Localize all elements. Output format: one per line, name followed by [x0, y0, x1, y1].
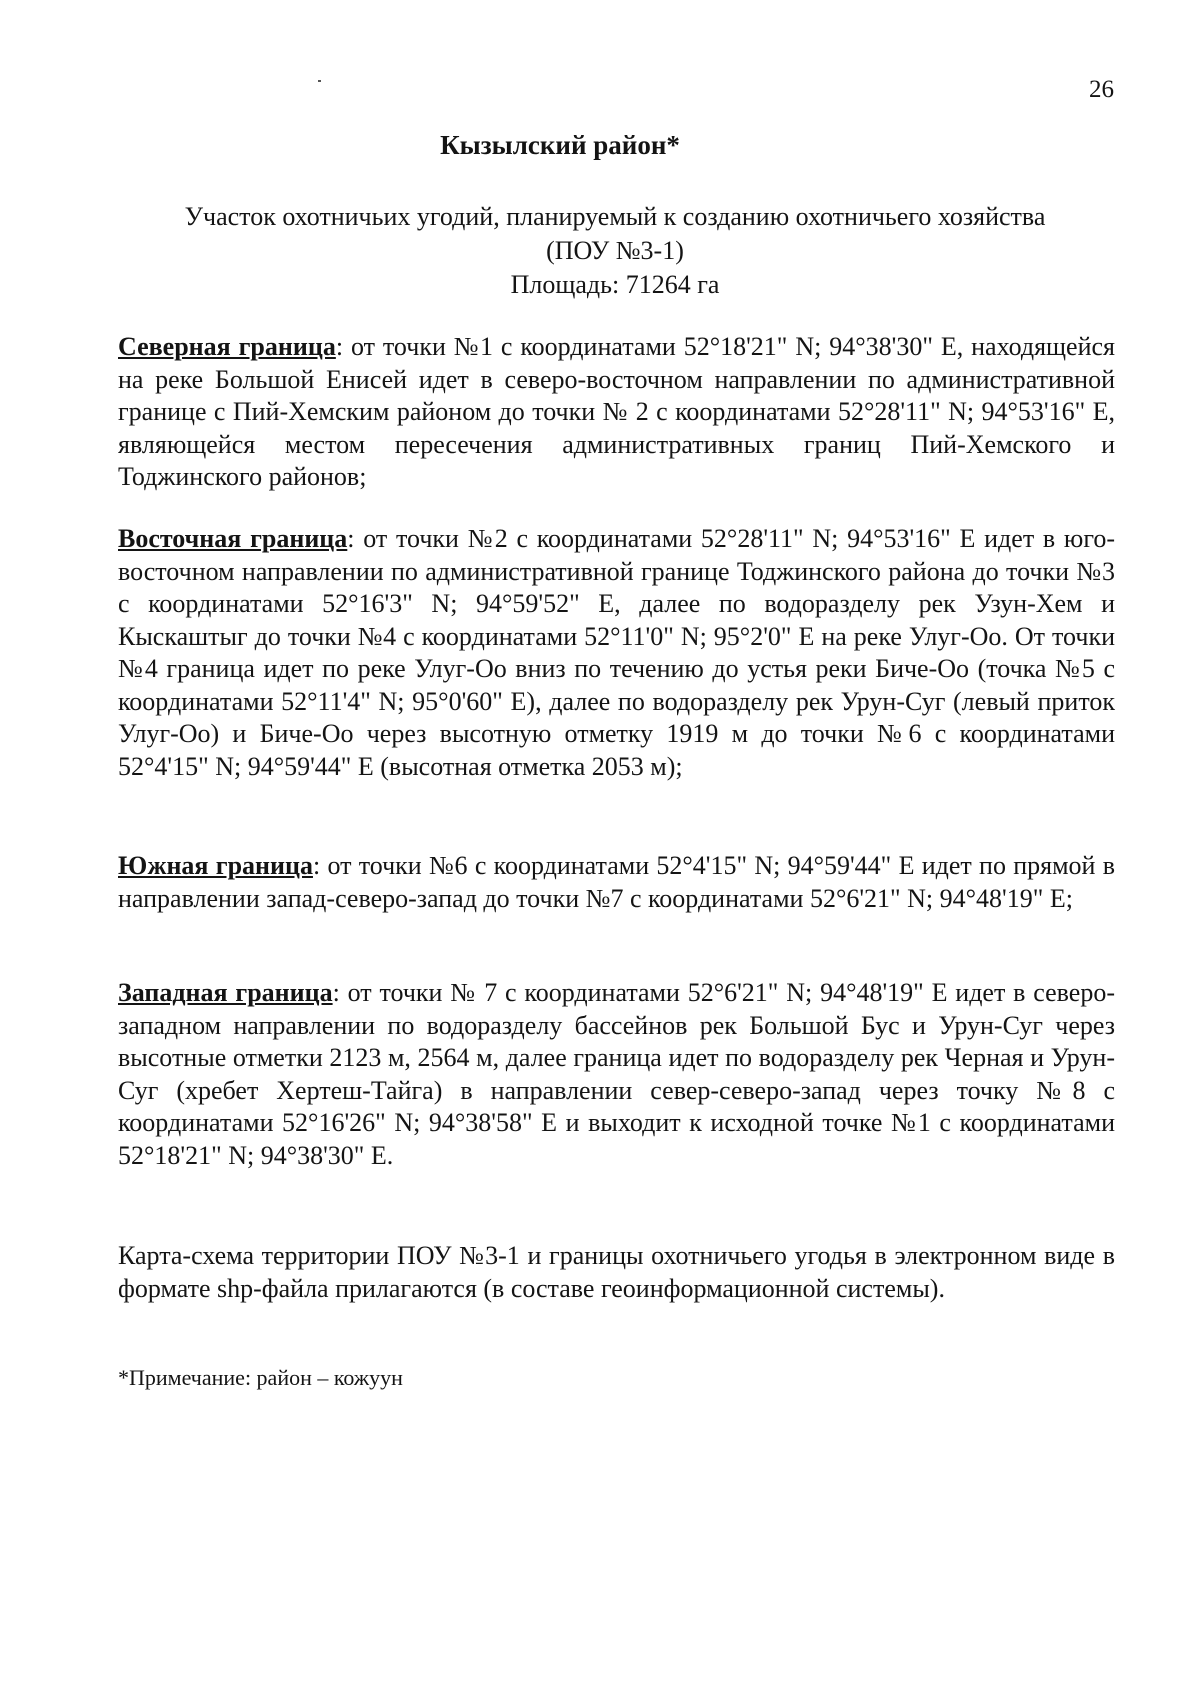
north-boundary-text: : от точки №1 с координатами 52°18'21" N; 94°38'30" E, находящейся на реке Большой Енисей идет в северо-восточном направлении по административной границе с Пий-Хемским районом до точки № 2 с координатами 52°28'11" N; 94°53'16" E, являющейся местом пересечения административных границ Пий-Хемского и Тоджинского районов; [118, 332, 1115, 491]
east-boundary-text: : от точки №2 с координатами 52°28'11" N; 94°53'16" E идет в юго-восточном направлении по административной границе Тоджинского района до точки №3 с координатами 52°16'3" N; 94°59'52" E, далее по водоразделу рек Узун-Хем и Кыскаштыг до точки №4 с координатами 52°11'0" N; 95°2'0" E на реке Улуг-Оо. От точки №4 граница идет по реке Улуг-Оо вниз по течению до устья реки Биче-Оо (точка №5 с координатами 52°11'4" N; 95°0'60" E), далее по водоразделу рек Урун-Суг (левый приток Улуг-Оо) и Биче-Оо через высотную отметку 1919 м до точки №6 с координатами 52°4'15" N; 94°59'44" E (высотная отметка 2053 м); [118, 524, 1116, 781]
west-boundary-heading: Западная граница [118, 978, 333, 1007]
west-boundary-text: : от точки № 7 с координатами 52°6'21" N; 94°48'19" E идет в северо-западном направлении по водоразделу бассейнов рек Большой Бус и Урун-Суг через высотные отметки 2123 м, 2564 м, далее граница идет по водоразделу рек Черная и Урун-Суг (хребет Хертеш-Тайга) в направлении север-северо-запад через точку №8 с координатами 52°16'26" N; 94°38'58" E и выходит к исходной точке №1 с координатами 52°18'21" N; 94°38'30" E. [118, 978, 1115, 1170]
document-subtitle [110, 200, 1120, 302]
page-number: 26 [1089, 76, 1114, 103]
east-boundary-heading: Восточная граница [118, 524, 348, 553]
subtitle-line-2: (ПОУ №3-1) [546, 236, 684, 265]
south-boundary-heading: Южная граница [118, 851, 313, 880]
subtitle-line-1: Участок охотничьих угодий, планируемый к созданию охотничьего хозяйства [184, 202, 1046, 231]
north-boundary-heading: Северная граница [118, 332, 336, 361]
south-boundary-text: : от точки №6 с координатами 52°4'15" N; 94°59'44" E идет по прямой в направлении запад-северо-запад до точки №7 с координатами 52°6'21" N; 94°48'19" E; [118, 851, 1115, 913]
north-boundary-paragraph [118, 331, 1115, 494]
subtitle-line-3: Площадь: 71264 га [510, 270, 720, 299]
scan-artifact [318, 80, 321, 82]
document-title: Кызылский район* [440, 130, 680, 160]
footnote: *Примечание: район – кожуун [118, 1365, 403, 1390]
map-note-paragraph: Карта-схема территории ПОУ №3-1 и границы охотничьего угодья в электронном виде в формате shp-файла прилагаются (в составе геоинформационной системы). [118, 1241, 1115, 1303]
south-boundary-paragraph [118, 850, 1115, 915]
west-boundary-paragraph [118, 977, 1115, 1172]
east-boundary-paragraph [118, 523, 1115, 783]
